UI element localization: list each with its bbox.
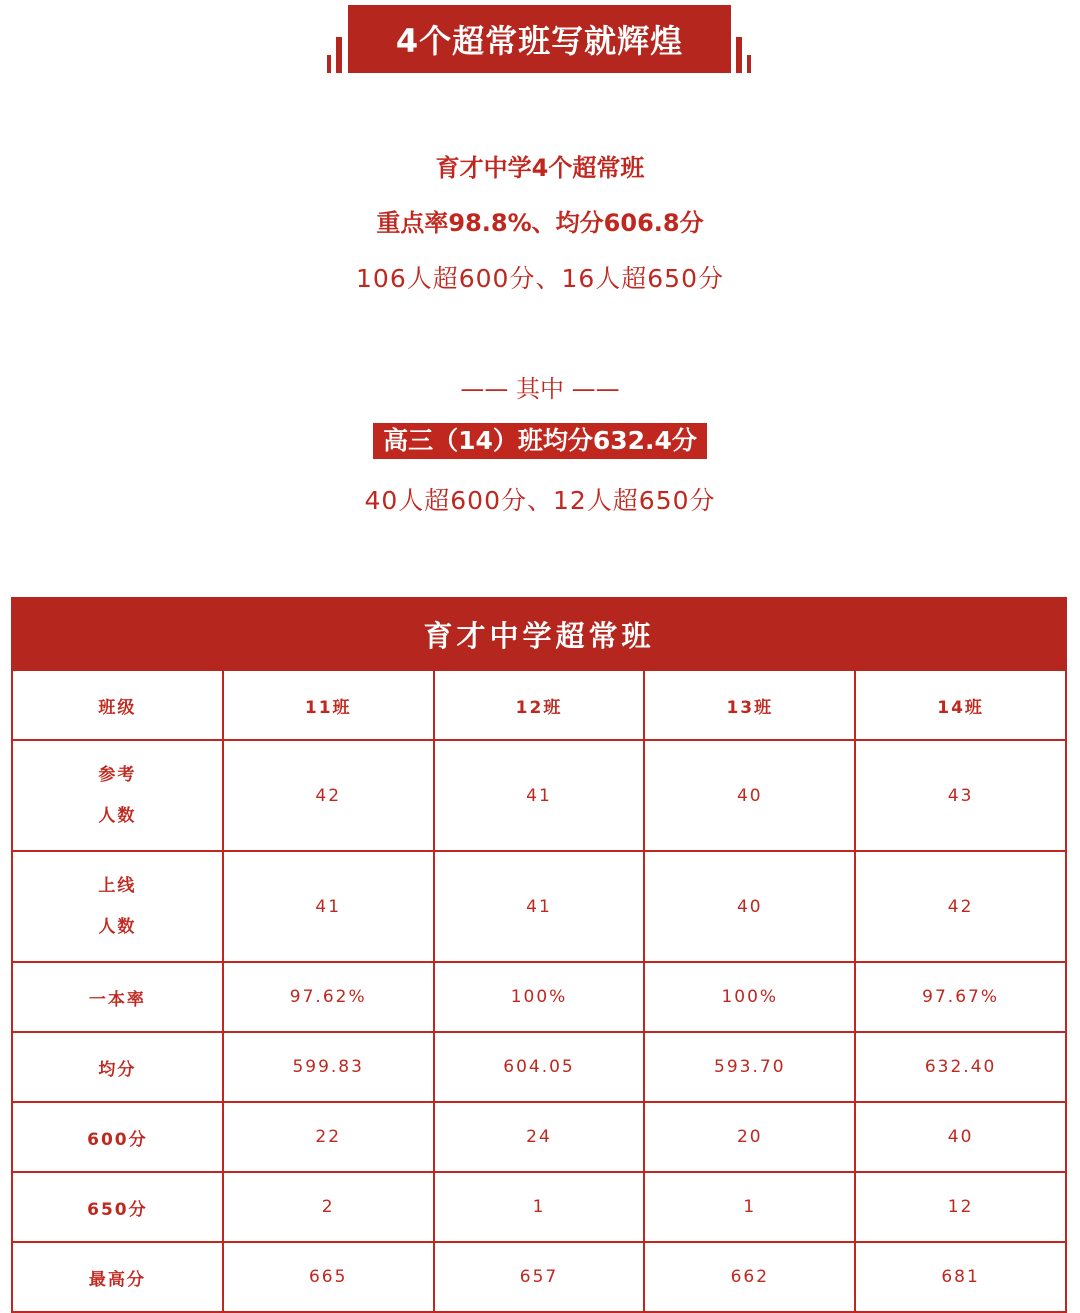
table-cell: 24 — [434, 1102, 645, 1172]
row-label-text: 参考 — [98, 764, 137, 785]
table-cell: 40 — [855, 1102, 1066, 1172]
table-cell: 632.40 — [855, 1032, 1066, 1102]
table-cell: 604.05 — [434, 1032, 645, 1102]
table-cell: 20 — [644, 1102, 855, 1172]
table-row — [12, 851, 1066, 962]
table-cell: 41 — [434, 851, 645, 962]
table-row — [12, 1172, 1066, 1242]
row-label-text: 上线 — [98, 875, 137, 896]
table-cell: 662 — [644, 1242, 855, 1312]
table-row — [12, 740, 1066, 851]
row-label-text: 均分 — [98, 1059, 137, 1080]
decor-bar — [336, 37, 342, 73]
table-cell: 100% — [644, 962, 855, 1032]
table-cell: 42 — [223, 740, 434, 851]
table-row — [12, 1032, 1066, 1102]
table-cell: 599.83 — [223, 1032, 434, 1102]
decor-bar — [747, 55, 751, 73]
table-cell: 681 — [855, 1242, 1066, 1312]
section-banner: 4个超常班写就辉煌 — [348, 5, 731, 73]
row-label — [12, 1032, 223, 1102]
row-label — [12, 740, 223, 851]
row-label-text: 600分 — [87, 1129, 148, 1150]
row-label — [12, 1172, 223, 1242]
table-cell: 1 — [434, 1172, 645, 1242]
decor-bar — [327, 55, 331, 73]
highlight-badge: 高三（14）班均分632.4分 — [373, 423, 707, 459]
table-cell: 12 — [855, 1172, 1066, 1242]
table-cell: 657 — [434, 1242, 645, 1312]
row-label-text: 一本率 — [88, 989, 146, 1010]
table-cell: 43 — [855, 740, 1066, 851]
row-label — [12, 851, 223, 962]
row-label-text: 人数 — [98, 916, 137, 937]
rate-line: 重点率98.8%、均分606.8分 — [376, 209, 704, 237]
score-table — [11, 597, 1067, 1313]
header-cell: 13班 — [644, 670, 855, 740]
row-label-text: 人数 — [98, 805, 137, 826]
table-row — [12, 1242, 1066, 1312]
table-cell: 665 — [223, 1242, 434, 1312]
table-cell: 40 — [644, 851, 855, 962]
table-cell: 97.62% — [223, 962, 434, 1032]
school-title: 育才中学4个超常班 — [435, 154, 645, 182]
table-row — [12, 1102, 1066, 1172]
row-label-text: 650分 — [87, 1199, 148, 1220]
table-cell: 41 — [434, 740, 645, 851]
row-label — [12, 962, 223, 1032]
table-cell: 1 — [644, 1172, 855, 1242]
count-line: 106人超600分、16人超650分 — [356, 264, 724, 293]
header-row — [12, 670, 1066, 740]
table-cell: 40 — [644, 740, 855, 851]
table-cell: 97.67% — [855, 962, 1066, 1032]
row-label — [12, 1102, 223, 1172]
table-cell: 100% — [434, 962, 645, 1032]
table-cell: 22 — [223, 1102, 434, 1172]
row-label — [12, 1242, 223, 1312]
header-cell: 12班 — [434, 670, 645, 740]
table-cell: 593.70 — [644, 1032, 855, 1102]
row-label-text: 最高分 — [88, 1269, 146, 1290]
table-cell: 2 — [223, 1172, 434, 1242]
table-row — [12, 962, 1066, 1032]
table-title: 育才中学超常班 — [12, 598, 1066, 670]
decor-bar — [736, 37, 742, 73]
table-cell: 41 — [223, 851, 434, 962]
header-cell: 班级 — [12, 670, 223, 740]
header-cell: 11班 — [223, 670, 434, 740]
highlight-counts: 40人超600分、12人超650分 — [364, 486, 716, 515]
divider-text: —— 其中 —— — [460, 375, 620, 403]
header-cell: 14班 — [855, 670, 1066, 740]
table-cell: 42 — [855, 851, 1066, 962]
